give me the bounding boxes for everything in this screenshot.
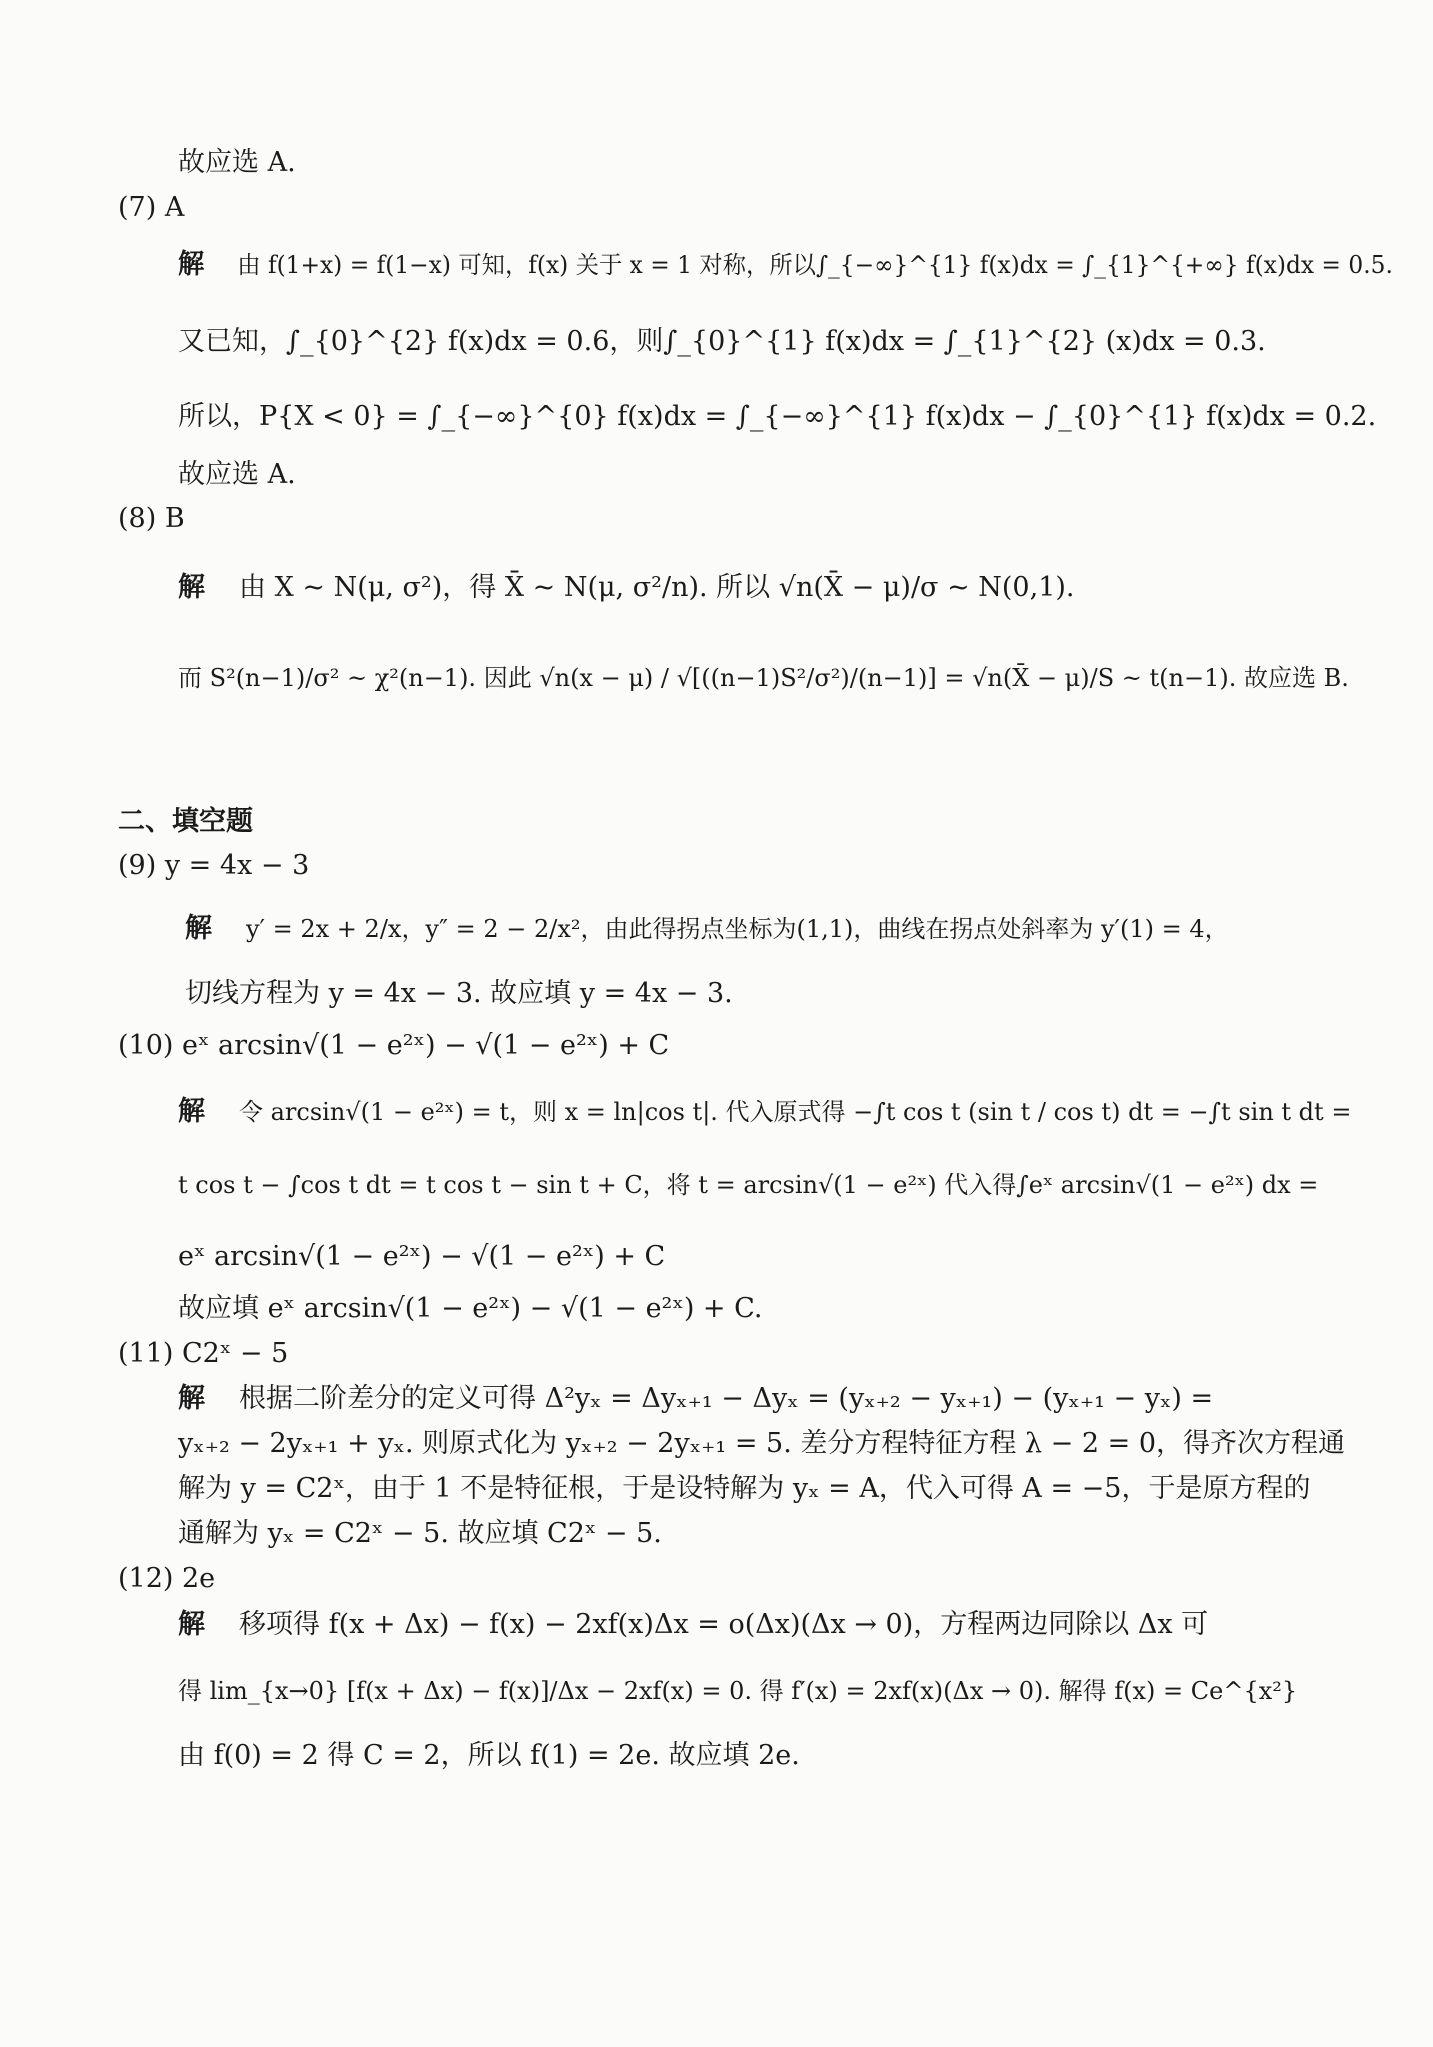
q12-solution-line-2: 得 lim_{x→0} [f(x + Δx) − f(x)]/Δx − 2xf(x) = 0. 得 f′(x) = 2xf(x)(Δx → 0). 解得 f(x) = Ce^{x²}: [178, 1677, 1298, 1705]
q7-solution-line-2: 又已知，∫_{0}^{2} f(x)dx = 0.6，则∫_{0}^{1} f(x)dx = ∫_{1}^{2} (x)dx = 0.3.: [178, 326, 1266, 357]
q7-solution-line-1: 解 由 f(1+x) = f(1−x) 可知，f(x) 关于 x = 1 对称，所以∫_{−∞}^{1} f(x)dx = ∫_{1}^{+∞} f(x)dx = 0.5.: [178, 249, 1393, 280]
q10-solution-line-1: 解 令 arcsin√(1 − e²ˣ) = t，则 x = ln|cos t|. 代入原式得 −∫t cos t (sin t / cos t) dt = −∫t sin t dt =: [178, 1096, 1352, 1127]
q11-solution-line-4: 通解为 yₓ = C2ˣ − 5. 故应填 C2ˣ − 5.: [178, 1518, 662, 1549]
q6-conclusion: 故应选 A.: [178, 147, 296, 178]
solution-keyword: 解: [178, 1383, 205, 1414]
solution-keyword: 解: [178, 249, 205, 280]
q12-solution-line-1: 解 移项得 f(x + Δx) − f(x) − 2xf(x)Δx = o(Δx)(Δx → 0)，方程两边同除以 Δx 可: [178, 1609, 1209, 1640]
solution-keyword: 解: [185, 913, 212, 944]
q11-answer-label: (11) C2ˣ − 5: [118, 1338, 289, 1369]
q12-answer-label: (12) 2e: [118, 1563, 216, 1594]
q9-answer-label: (9) y = 4x − 3: [118, 850, 310, 881]
q8-solution-line-2: 而 S²(n−1)/σ² ~ χ²(n−1). 因此 √n(x − μ) / √[((n−1)S²/σ²)/(n−1)] = √n(X̄ − μ)/S ~ t(n−1). 故应选 B.: [178, 664, 1349, 692]
solution-keyword: 解: [178, 572, 205, 603]
q9-solution-line-1: 解 y′ = 2x + 2/x，y″ = 2 − 2/x²，由此得拐点坐标为(1,1)，曲线在拐点处斜率为 y′(1) = 4，: [185, 913, 1229, 944]
q7-solution-line-3: 所以，P{X < 0} = ∫_{−∞}^{0} f(x)dx = ∫_{−∞}^{1} f(x)dx − ∫_{0}^{1} f(x)dx = 0.2.: [178, 401, 1377, 432]
q8-solution-line-1: 解 由 X ~ N(μ, σ²)，得 X̄ ~ N(μ, σ²/n). 所以 √n(X̄ − μ)/σ ~ N(0,1).: [178, 572, 1075, 603]
section-heading-fill-in: 二、填空题: [118, 806, 253, 837]
q10-solution-line-2: t cos t − ∫cos t dt = t cos t − sin t + C，将 t = arcsin√(1 − e²ˣ) 代入得∫eˣ arcsin√(1 − e²ˣ) dx =: [178, 1171, 1319, 1199]
solution-keyword: 解: [178, 1096, 205, 1127]
solution-keyword: 解: [178, 1609, 205, 1640]
q7-conclusion: 故应选 A.: [178, 459, 296, 490]
q8-answer-label: (8) B: [118, 503, 185, 534]
q10-conclusion: 故应填 eˣ arcsin√(1 − e²ˣ) − √(1 − e²ˣ) + C.: [178, 1293, 763, 1324]
q9-solution-line-2: 切线方程为 y = 4x − 3. 故应填 y = 4x − 3.: [185, 978, 733, 1009]
q11-solution-line-2: yₓ₊₂ − 2yₓ₊₁ + yₓ. 则原式化为 yₓ₊₂ − 2yₓ₊₁ = 5. 差分方程特征方程 λ − 2 = 0，得齐次方程通: [178, 1428, 1346, 1459]
q10-solution-line-3: eˣ arcsin√(1 − e²ˣ) − √(1 − e²ˣ) + C: [178, 1241, 666, 1272]
q11-solution-line-3: 解为 y = C2ˣ，由于 1 不是特征根，于是设特解为 yₓ = A，代入可得 A = −5，于是原方程的: [178, 1473, 1311, 1504]
q7-answer-label: (7) A: [118, 192, 185, 223]
q10-answer-label: (10) eˣ arcsin√(1 − e²ˣ) − √(1 − e²ˣ) + C: [118, 1030, 670, 1061]
q11-solution-line-1: 解 根据二阶差分的定义可得 Δ²yₓ = Δyₓ₊₁ − Δyₓ = (yₓ₊₂ − yₓ₊₁) − (yₓ₊₁ − yₓ) =: [178, 1383, 1214, 1414]
q12-solution-line-3: 由 f(0) = 2 得 C = 2，所以 f(1) = 2e. 故应填 2e.: [178, 1740, 800, 1771]
